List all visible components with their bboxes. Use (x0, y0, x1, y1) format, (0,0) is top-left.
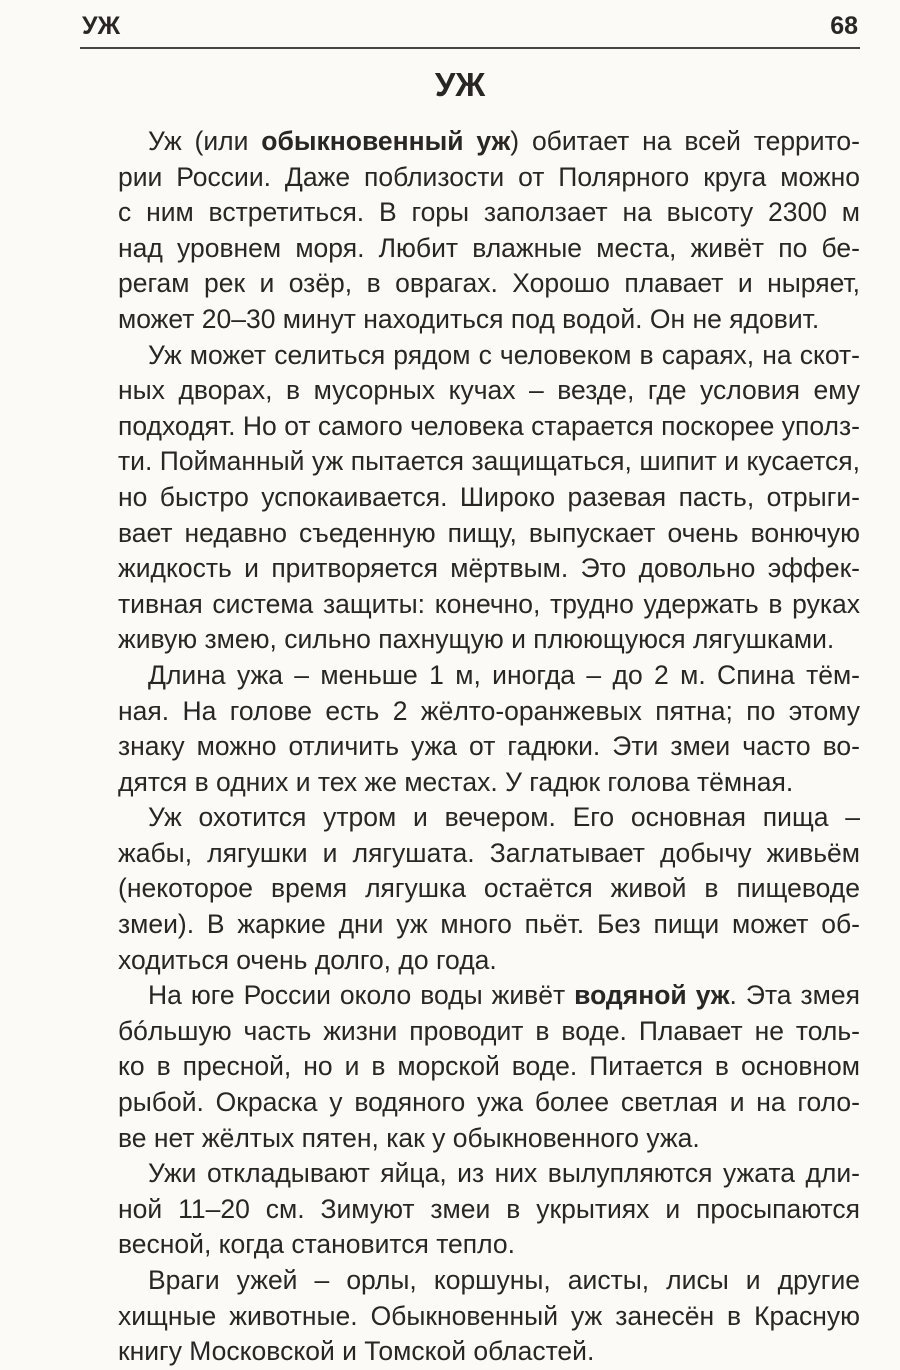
text-run: . Эта змея (729, 980, 860, 1011)
article-title: УЖ (434, 66, 486, 103)
paragraph (118, 338, 860, 658)
text-line (118, 1121, 860, 1157)
bold-term: обыкновенный уж (261, 126, 511, 156)
text-run: ) обитает на всей террито- (510, 126, 860, 156)
text-run: Ужи откладывают яйца, из них вылупляются ужата дли- (148, 1158, 860, 1189)
text-run: На юге России около воды живёт (148, 980, 575, 1011)
paragraph (118, 800, 860, 978)
text-line (118, 1334, 860, 1370)
text-line (118, 907, 860, 943)
text-line (118, 765, 860, 801)
text-line (118, 978, 860, 1014)
paragraph (118, 124, 860, 338)
text-run: ве нет жёлтых пятен, как у обыкновенного ужа. (118, 1122, 700, 1153)
text-line (118, 1156, 860, 1192)
text-line (118, 622, 860, 658)
text-line (118, 266, 860, 302)
text-line (118, 160, 860, 196)
text-run: весной, когда становится тепло. (118, 1229, 516, 1260)
text-line (118, 1014, 860, 1050)
paragraph (118, 978, 860, 1156)
text-line (118, 658, 860, 694)
text-line (118, 516, 860, 552)
text-run: подходят. Но от самого человека старается поскорее уполз- (118, 410, 860, 441)
text-run: Уж может селиться рядом с человеком в сараях, на скот- (148, 339, 860, 370)
text-line (118, 124, 860, 160)
text-run: ных дворах, в мусорных кучах – везде, где условия ему (118, 375, 860, 406)
text-run: вает недавно съеденную пищу, выпускает очень вонючую (118, 517, 860, 548)
bold-term: водяной уж (574, 980, 730, 1011)
text-run: хищные животные. Обыкновенный уж занесён в Красную (118, 1300, 860, 1331)
text-run: ная. На голове есть 2 жёлто-оранжевых пятна; по этому (118, 695, 860, 726)
text-run: жидкость и притворяется мёртвым. Это довольно эффек- (118, 553, 860, 584)
text-run: ходиться очень долго, до года. (118, 944, 497, 975)
text-line (118, 480, 860, 516)
text-line (118, 231, 860, 267)
header-rule (80, 47, 860, 49)
text-run: Уж (или (148, 126, 262, 156)
text-line (118, 587, 860, 623)
page-number: 68 (830, 12, 858, 40)
text-line (118, 409, 860, 445)
text-run: ко в пресной, но и в морской воде. Питается в основном (118, 1051, 860, 1082)
text-line (118, 302, 860, 338)
text-run: дятся в одних и тех же местах. У гадюк голова тёмная. (118, 766, 794, 797)
text-line (118, 551, 860, 587)
text-run: живую змею, сильно пахнущую и плюющуюся лягушками. (118, 624, 835, 655)
text-run: может 20–30 минут находиться под водой. Он не ядовит. (118, 303, 820, 334)
text-run: Враги ужей – орлы, коршуны, аисты, лисы и другие (148, 1265, 860, 1295)
text-line (118, 836, 860, 872)
text-run: книгу Московской и Томской областей. (118, 1336, 595, 1367)
text-line (118, 195, 860, 231)
text-line (118, 1227, 860, 1263)
text-run: знаку можно отличить ужа от гадюки. Эти змеи часто во- (118, 731, 860, 762)
text-run: ти. Пойманный уж пытается защищаться, шипит и кусается, (118, 446, 860, 477)
text-line (118, 694, 860, 730)
text-line (118, 373, 860, 409)
text-line (118, 729, 860, 765)
text-run: (некоторое время лягушка остаётся живой в пищеводе (118, 873, 860, 904)
text-line (118, 444, 860, 480)
text-run: ной 11–20 см. Зимуют змеи в укрытиях и просыпаются (118, 1193, 860, 1224)
text-run: Уж охотится утром и вечером. Его основная пища – (148, 802, 860, 833)
text-line (118, 1299, 860, 1335)
text-run: рыбой. Окраска у водяного ужа более светлая и на голо- (118, 1087, 860, 1118)
running-title: УЖ (82, 12, 121, 40)
text-run: но быстро успокаивается. Широко разевая пасть, отрыги- (118, 481, 860, 512)
text-run: над уровнем моря. Любит влажные места, живёт по бе- (118, 232, 860, 263)
text-run: змеи). В жаркие дни уж много пьёт. Без пищи может об- (118, 909, 860, 940)
paragraph (118, 1263, 860, 1370)
text-line (118, 1085, 860, 1121)
text-run: регам рек и озёр, в оврагах. Хорошо плавает и ныряет, (118, 268, 860, 299)
text-line (118, 871, 860, 907)
text-run: бóльшую часть жизни проводит в воде. Плавает не толь- (118, 1015, 860, 1046)
text-run: Длина ужа – меньше 1 м, иногда – до 2 м. Спина тём- (148, 659, 860, 690)
text-run: тивная система защиты: конечно, трудно удержать в руках (118, 588, 860, 619)
text-line (118, 1263, 860, 1299)
text-run: рии России. Даже поблизости от Полярного круга можно (118, 161, 860, 192)
text-run: с ним встретиться. В горы заползает на высоту 2300 м (118, 197, 860, 228)
text-line (118, 943, 860, 979)
text-line (118, 800, 860, 836)
paragraph (118, 658, 860, 800)
paragraph (118, 1156, 860, 1263)
article-body (118, 124, 860, 1370)
text-line (118, 1192, 860, 1228)
text-line (118, 338, 860, 374)
text-run: жабы, лягушки и лягушата. Заглатывает добычу живьём (118, 837, 860, 868)
text-line (118, 1049, 860, 1085)
